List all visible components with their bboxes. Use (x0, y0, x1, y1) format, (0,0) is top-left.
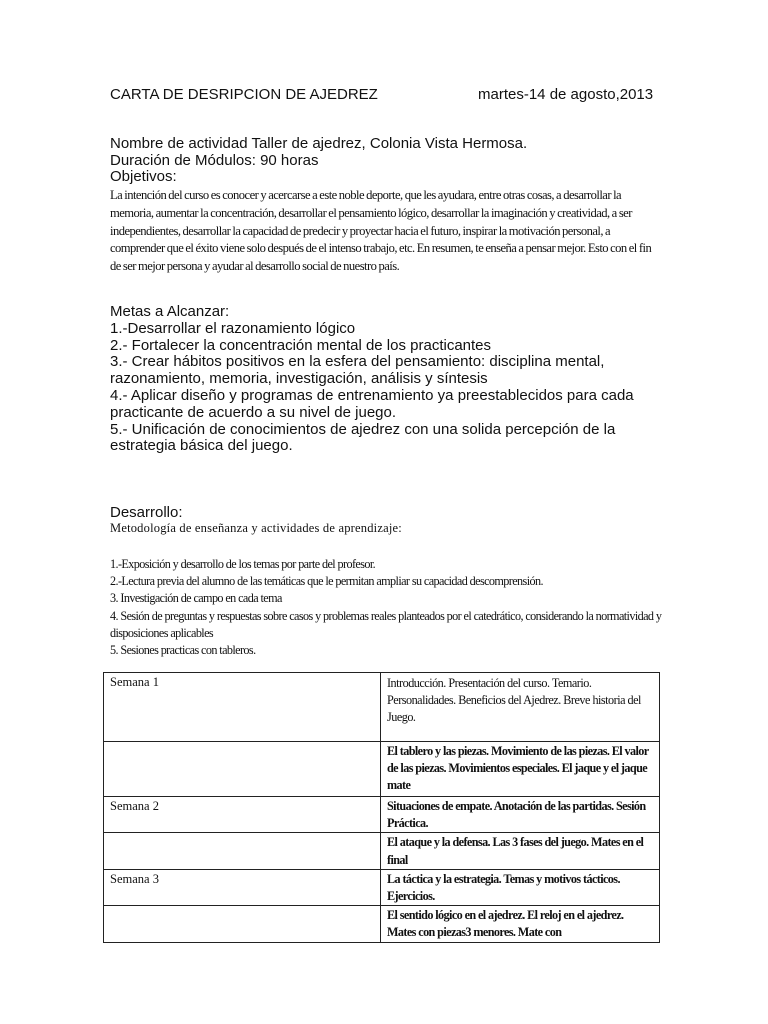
methodology-item: 1.-Exposición y desarrollo de los temas por parte del profesor. (110, 557, 376, 571)
topic-cell: El sentido lógico en el ajedrez. El reloj en el ajedrez. Mates con piezas3 menores. Mate con (381, 906, 660, 942)
methodology-list (110, 556, 670, 659)
topic-cell: El ataque y la defensa. Las 3 fases del juego. Mates en el final (381, 833, 660, 869)
objectives-paragraph: La intención del curso es conocer y acercarse a este noble deporte, que les ayudara, entre otras cosas, a desarrollar la memoria, aumentar la concentración, desarrollar el pensamiento lógico, desarrollar la imaginación y creatividad, a ser independientes, desarrollar la capacidad de predecir y proyectar hacia el futuro, inspirar la motivación personal, a comprender que el éxito viene solo después de el intenso trabajo, etc. En resumen, te enseña a pensar mejor. Esto con el fin de ser mejor persona y ayudar al desarrollo social de nuestro país. (110, 188, 652, 274)
table-row (104, 833, 660, 869)
schedule-table (103, 672, 660, 943)
table-row (104, 742, 660, 797)
goal-item: 4.- Aplicar diseño y programas de entrenamiento ya preestablecidos para cada practicante de acuerdo a su nivel de juego. (110, 386, 634, 421)
week-cell (104, 906, 381, 942)
activity-info (110, 136, 670, 186)
document-title: CARTA DE DESRIPCION DE AJEDREZ (110, 86, 378, 103)
week-cell: Semana 3 (104, 869, 381, 905)
table-row (104, 906, 660, 942)
methodology-item: 4. Sesión de preguntas y respuestas sobre casos y problemas reales planteados por el catedrático, considerando la normatividad y disposiciones aplicables (110, 608, 662, 640)
goals-section (110, 304, 670, 455)
goal-item: 1.-Desarrollar el razonamiento lógico (110, 319, 356, 337)
table-row (104, 673, 660, 742)
goal-item: 2.- Fortalecer la concentración mental de los practicantes (110, 336, 492, 354)
document-date: martes-14 de agosto,2013 (478, 86, 654, 103)
week-cell: Semana 1 (104, 673, 381, 742)
development-title: Desarrollo: (110, 504, 183, 521)
methodology-item: 2.-Lectura previa del alumno de las temáticas que le permitan ampliar su capacidad descomprensión. (110, 574, 543, 589)
topic-cell: El tablero y las piezas. Movimiento de las piezas. El valor de las piezas. Movimientos especiales. El jaque y el jaque mate (381, 742, 660, 797)
goals-title: Metas a Alcanzar: (110, 303, 230, 320)
week-cell: Semana 2 (104, 797, 381, 833)
topic-cell: La táctica y la estrategia. Temas y motivos tácticos. Ejercicios. (381, 869, 660, 905)
goals-list (110, 321, 670, 455)
methodology-item: 3. Investigación de campo en cada tema (110, 591, 282, 606)
objectives-label: Objetivos: (110, 168, 177, 185)
methodology-subtitle: Metodología de enseñanza y actividades de aprendizaje: (110, 521, 402, 535)
topic-cell: Introducción. Presentación del curso. Temario. Personalidades. Beneficios del Ajedrez. Breve historia del Juego. (381, 673, 660, 742)
goal-item: 5.- Unificación de conocimientos de ajedrez con una solida percepción de la estrategia básica del juego. (110, 420, 616, 455)
table-row (104, 797, 660, 833)
methodology-item: 5. Sesiones practicas con tableros. (110, 643, 256, 658)
week-cell (104, 833, 381, 869)
goal-item: 3.- Crear hábitos positivos en la esfera del pensamiento: disciplina mental, razonamiento, memoria, investigación, análisis y síntesis (110, 353, 605, 388)
topic-cell: Situaciones de empate. Anotación de las partidas. Sesión Práctica. (381, 797, 660, 833)
module-duration: Duración de Módulos: 90 horas (110, 151, 319, 169)
table-row (104, 869, 660, 905)
activity-name: Nombre de actividad Taller de ajedrez, Colonia Vista Hermosa. (110, 135, 528, 152)
week-cell (104, 742, 381, 797)
